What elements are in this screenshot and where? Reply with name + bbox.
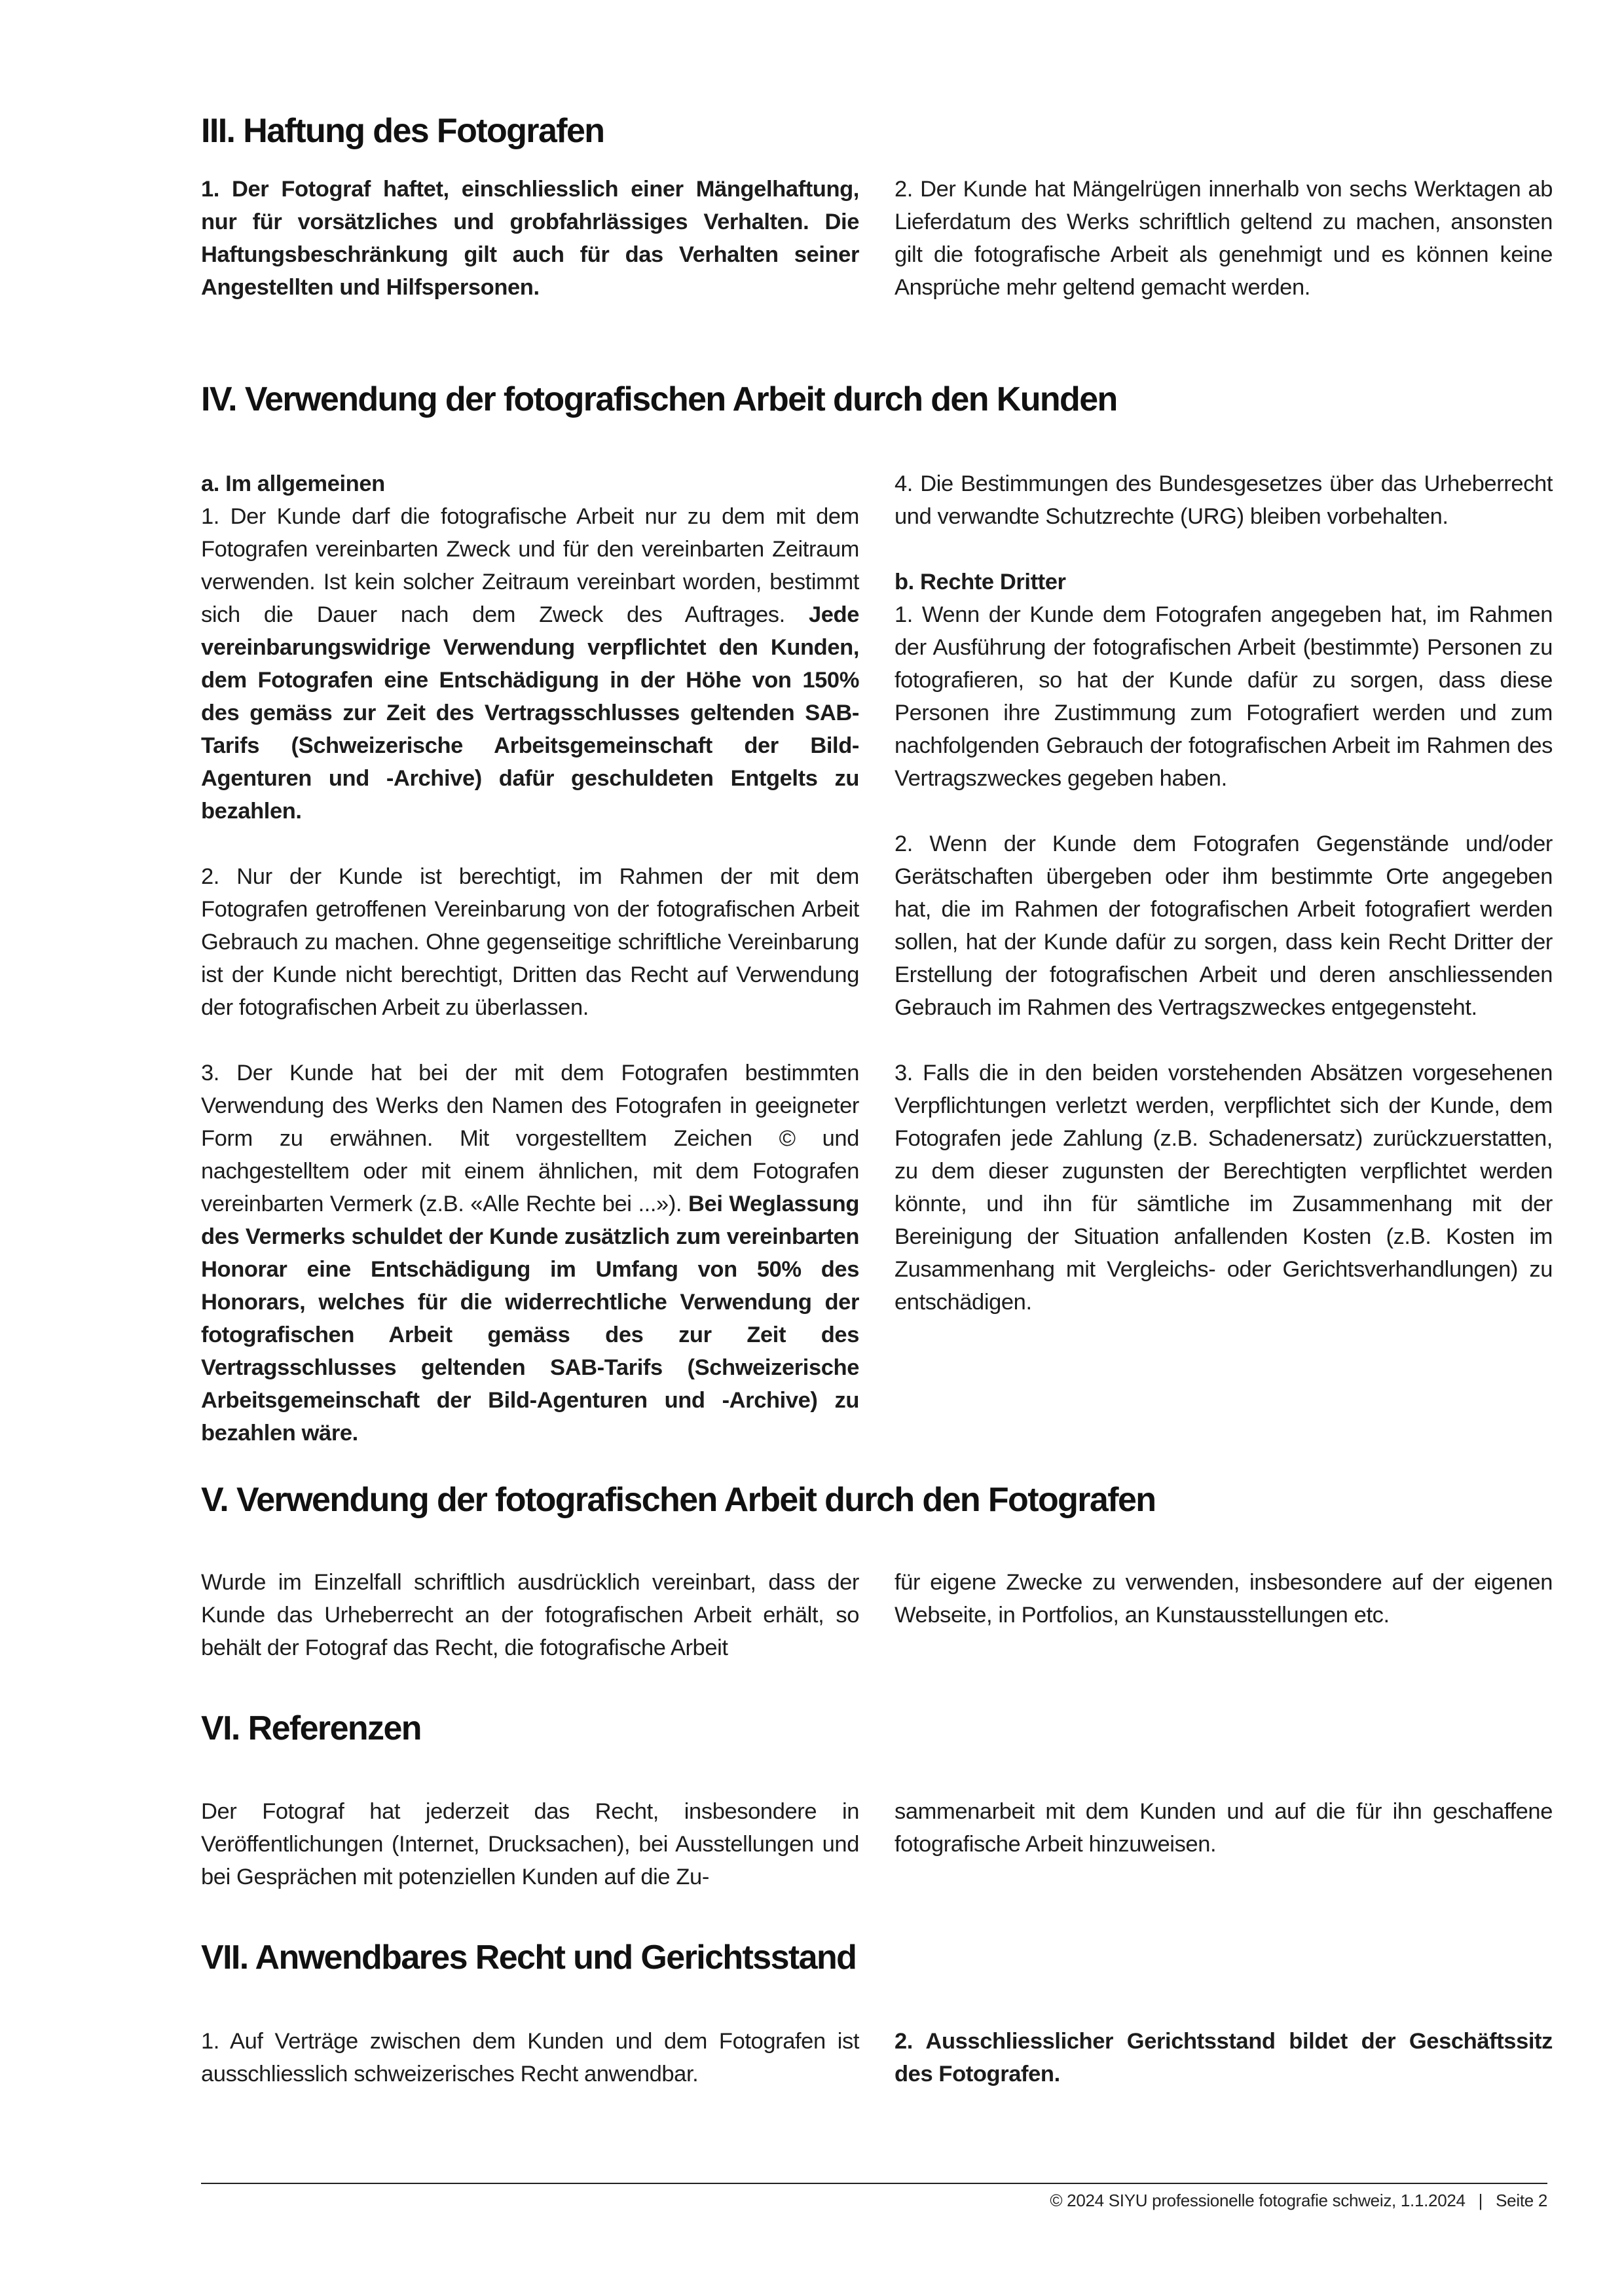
footer-page-number: Seite 2 bbox=[1496, 2191, 1547, 2210]
section-4-paragraph-b2: 2. Wenn der Kunde dem Fotografen Gegenstände und/oder Gerätschaften übergeben oder ihm bestimmte Orte angegeben hat, die im Rahmen der fotografischen Arbeit fotografiert werden sollen, hat der Kunde dafür zu sorgen, dass kein Recht Dritter der Erstellung der fotografischen Arbeit und deren anschliessenden Gebrauch im Rahmen des Vertragszweckes entgegensteht. bbox=[895, 831, 1553, 1020]
section-5-paragraph-right: für eigene Zwecke zu verwenden, insbesondere auf der eigenen Webseite, in Portfolios, an Kunstausstellungen etc. bbox=[895, 1570, 1553, 1628]
section-4-title: IV. Verwendung der fotografischen Arbeit durch den Kunden bbox=[201, 380, 1117, 418]
footer bbox=[1050, 2191, 1547, 2211]
section-4-paragraph-b1 bbox=[895, 566, 1553, 795]
section-5-title: V. Verwendung der fotografischen Arbeit durch den Fotografen bbox=[201, 1481, 1156, 1519]
footer-divider bbox=[201, 2183, 1547, 2184]
section-5-paragraph-left: Wurde im Einzelfall schriftlich ausdrücklich vereinbart, dass der Kunde das Urheberrecht an der fotografischen Arbeit erhält, so behält der Fotograf das Recht, die fotografische Arbeit bbox=[201, 1570, 859, 1660]
section-6-right-column bbox=[895, 1795, 1553, 1861]
section-4-paragraph-a3 bbox=[201, 1057, 859, 1449]
section-4-left-column bbox=[201, 467, 859, 1449]
paragraph-a1-text: 1. Der Kunde darf die fotografische Arbeit nur zu dem mit dem Fotografen vereinbarten Zweck und für den vereinbarten Zeitraum verwenden. Ist kein solcher Zeitraum vereinbart worden, bestimmt sich die Dauer nach dem Zweck des Auftrages. bbox=[201, 504, 859, 627]
section-4-paragraph-a4: 4. Die Bestimmungen des Bundesgesetzes über das Urheberrecht und verwandte Schutzrechte (URG) bleiben vorbehalten. bbox=[895, 471, 1553, 529]
section-6-title: VI. Referenzen bbox=[201, 1709, 421, 1747]
paragraph-a1-bold-text: Jede vereinbarungswidrige Verwendung verpflichtet den Kunden, dem Fotografen eine Entschädigung in der Höhe von 150% des gemäss zur Zeit des Vertragsschlusses geltenden SAB-Tarifs (Schweizerische Arbeitsgemeinschaft der Bild-Agenturen und -Archive) dafür geschuldeten Entgelts zu bezahlen. bbox=[201, 602, 859, 824]
section-5-right-column bbox=[895, 1566, 1553, 1631]
section-4-paragraph-a2: 2. Nur der Kunde ist berechtigt, im Rahmen der mit dem Fotografen getroffenen Vereinbarung von der fotografischen Arbeit Gebrauch zu machen. Ohne gegenseitige schriftliche Vereinbarung ist der Kunde nicht berechtigt, Dritten das Recht auf Verwendung der fotografischen Arbeit zu überlassen. bbox=[201, 864, 859, 1020]
paragraph-a3-text: 3. Der Kunde hat bei der mit dem Fotografen bestimmten Verwendung des Werks den Namen des Fotografen in geeigneter Form zu erwähnen. Mit vorgestelltem Zeichen © und nachgestelltem oder mit einem ähnlichen, mit dem Fotografen vereinbarten Vermerk (z.B. «Alle Rechte bei ...»). bbox=[201, 1061, 859, 1216]
footer-separator: | bbox=[1478, 2191, 1483, 2210]
section-6-paragraph-left: Der Fotograf hat jederzeit das Recht, insbesondere in Veröffentlichungen (Internet, Drucksachen), bei Ausstellungen und bei Gesprächen mit potenziellen Kunden auf die Zu- bbox=[201, 1799, 859, 1889]
section-7-paragraph-right: 2. Ausschliesslicher Gerichtsstand bildet der Geschäftssitz des Fotografen. bbox=[895, 2029, 1553, 2086]
section-3-title: III. Haftung des Fotografen bbox=[201, 112, 604, 150]
section-7-paragraph-left: 1. Auf Verträge zwischen dem Kunden und dem Fotografen ist ausschliesslich schweizerisches Recht anwendbar. bbox=[201, 2029, 859, 2086]
section-3-paragraph-2: 2. Der Kunde hat Mängelrügen innerhalb von sechs Werktagen ab Lieferdatum des Werks schriftlich geltend zu machen, ansonsten gilt die fotografische Arbeit als genehmigt und es können keine Ansprüche mehr geltend gemacht werden. bbox=[895, 177, 1553, 300]
section-4-right-column bbox=[895, 467, 1553, 1319]
section-6-paragraph-right: sammenarbeit mit dem Kunden und auf die für ihn geschaffene fotografische Arbeit hinzuweisen. bbox=[895, 1799, 1553, 1857]
section-3-paragraph-1: 1. Der Fotograf haftet, einschliesslich einer Mängelhaftung, nur für vorsätzliches und grobfahrlässiges Verhalten. Die Haftungsbeschränkung gilt auch für das Verhalten seiner Angestellten und Hilfspersonen. bbox=[201, 177, 859, 300]
subheading-a: a. Im allgemeinen bbox=[201, 471, 385, 496]
section-5-left-column bbox=[201, 1566, 859, 1664]
subheading-b: b. Rechte Dritter bbox=[895, 570, 1066, 594]
footer-copyright: © 2024 SIYU professionelle fotografie schweiz, 1.1.2024 bbox=[1050, 2191, 1466, 2210]
section-4-paragraph-b3: 3. Falls die in den beiden vorstehenden Absätzen vorgesehenen Verpflichtungen verletzt werden, verpflichtet sich der Kunde, dem Fotografen jede Zahlung (z.B. Schadenersatz) zurückzuerstatten, zu dem dieser zugunsten der Berechtigten verpflichtet werden könnte, und ihn für sämtliche im Zusammenhang mit der Bereinigung der Situation anfallenden Kosten (z.B. Kosten im Zusammenhang mit Vergleichs- oder Gerichtsverhandlungen) zu entschädigen. bbox=[895, 1061, 1553, 1315]
section-7-title: VII. Anwendbares Recht und Gerichtsstand bbox=[201, 1939, 857, 1977]
section-7-left-column bbox=[201, 2025, 859, 2090]
section-4-paragraph-a1 bbox=[201, 467, 859, 828]
section-7-right-column bbox=[895, 2025, 1553, 2090]
paragraph-a3-bold-text: Bei Weglassung des Vermerks schuldet der Kunde zusätzlich zum vereinbarten Honorar eine Entschädigung im Umfang von 50% des Honorars, welches für die widerrechtliche Verwendung der fotografischen Arbeit gemäss des zur Zeit des Vertragsschlusses geltenden SAB-Tarifs (Schweizerische Arbeitsgemeinschaft der Bild-Agenturen und -Archive) zu bezahlen wäre. bbox=[201, 1192, 859, 1446]
section-3-left-column bbox=[201, 173, 859, 304]
paragraph-b1-text: 1. Wenn der Kunde dem Fotografen angegeben hat, im Rahmen der Ausführung der fotografischen Arbeit (bestimmte) Personen zu fotografieren, so hat der Kunde dafür zu sorgen, dass diese Personen ihre Zustimmung zum Fotografiert werden und zum nachfolgenden Gebrauch der fotografischen Arbeit im Rahmen des Vertragszweckes gegeben haben. bbox=[895, 602, 1553, 791]
section-3-right-column bbox=[895, 173, 1553, 304]
section-6-left-column bbox=[201, 1795, 859, 1893]
